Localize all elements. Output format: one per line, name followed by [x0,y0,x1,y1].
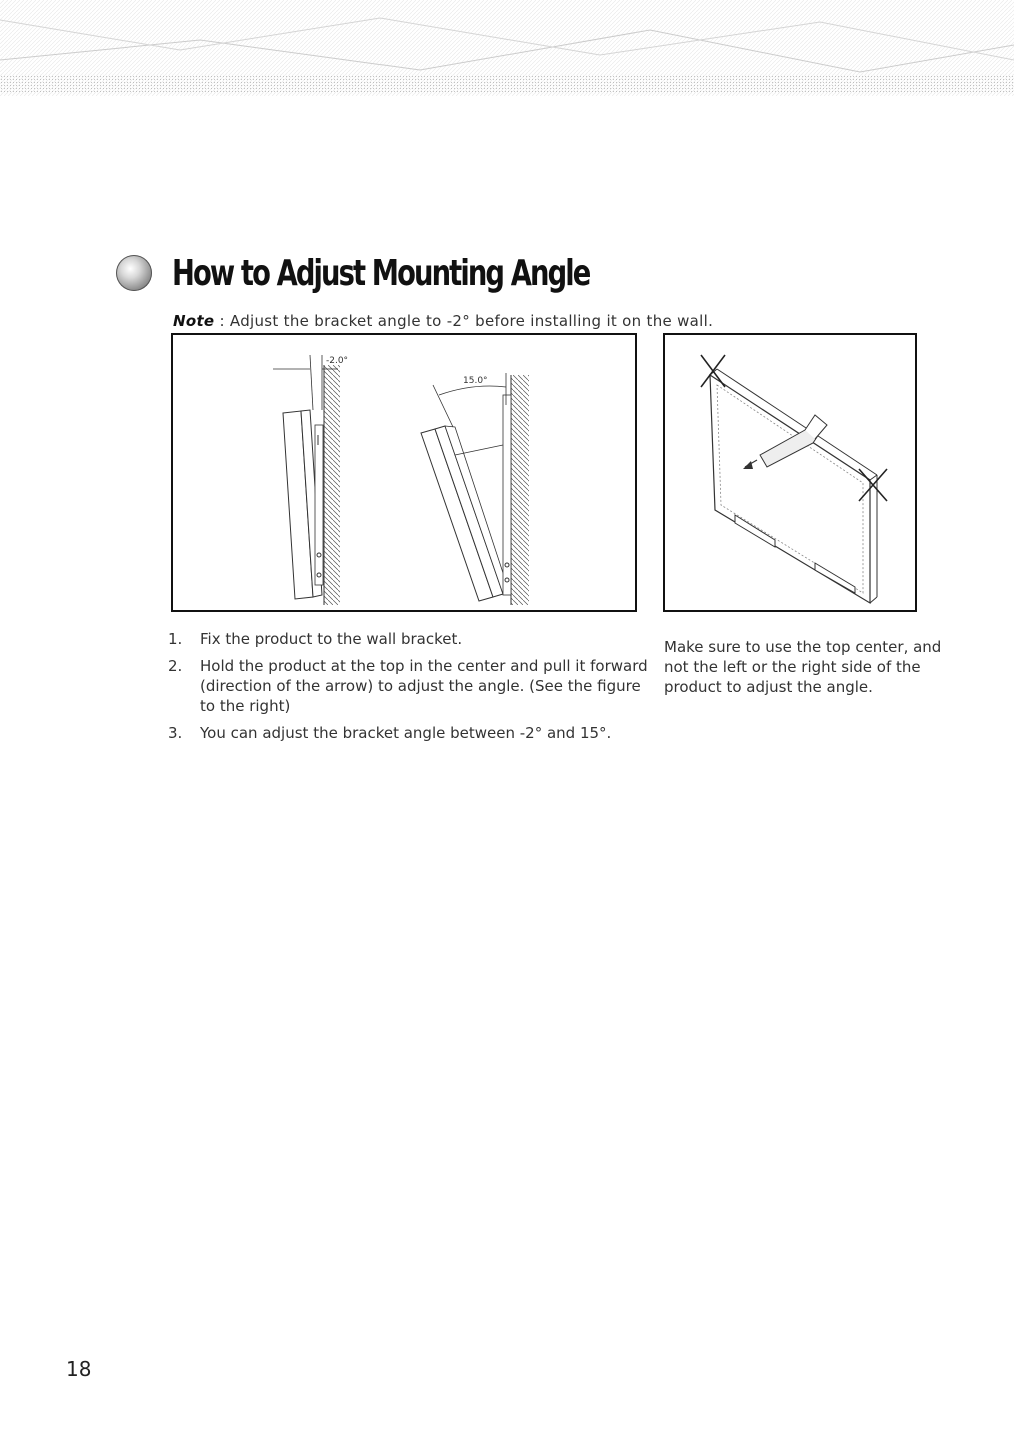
list-item [168,629,648,649]
page-number: 18 [66,1357,92,1381]
note-line [173,312,713,330]
note-text: Adjust the bracket angle to -2° before installing it on the wall. [229,312,714,330]
wall-right [511,375,529,605]
step-number: 2. [168,657,183,675]
wall-left [324,365,340,605]
note-label: Note [173,312,215,330]
angle-max-label: 15.0° [463,376,488,386]
bracket-angle-illustration [173,335,635,610]
list-item [168,723,648,743]
pull-top-center-figure [663,333,917,612]
step-number: 3. [168,724,183,742]
step-text: Hold the product at the top in the center and pull it forward (direction of the arrow) to adjust the angle. (See the figure to the right) [200,657,648,715]
step-text: You can adjust the bracket angle between -2° and 15°. [200,724,612,742]
angle-min-label: -2.0° [326,356,349,366]
side-note: Make sure to use the top center, and not the left or the right side of the product to adjust the angle. [664,638,942,696]
step-number: 1. [168,630,183,648]
list-item [168,656,648,716]
bracket-angle-figure [171,333,637,612]
title-row [116,250,721,296]
section-bullet-icon [116,255,152,291]
steps-list [168,629,648,750]
note-separator: : [214,312,230,330]
pull-top-center-illustration [665,335,915,610]
step-text: Fix the product to the wall bracket. [200,630,463,648]
header-pattern [0,0,1014,100]
tv-panel [710,375,870,603]
page-title: How to Adjust Mounting Angle [172,252,590,294]
